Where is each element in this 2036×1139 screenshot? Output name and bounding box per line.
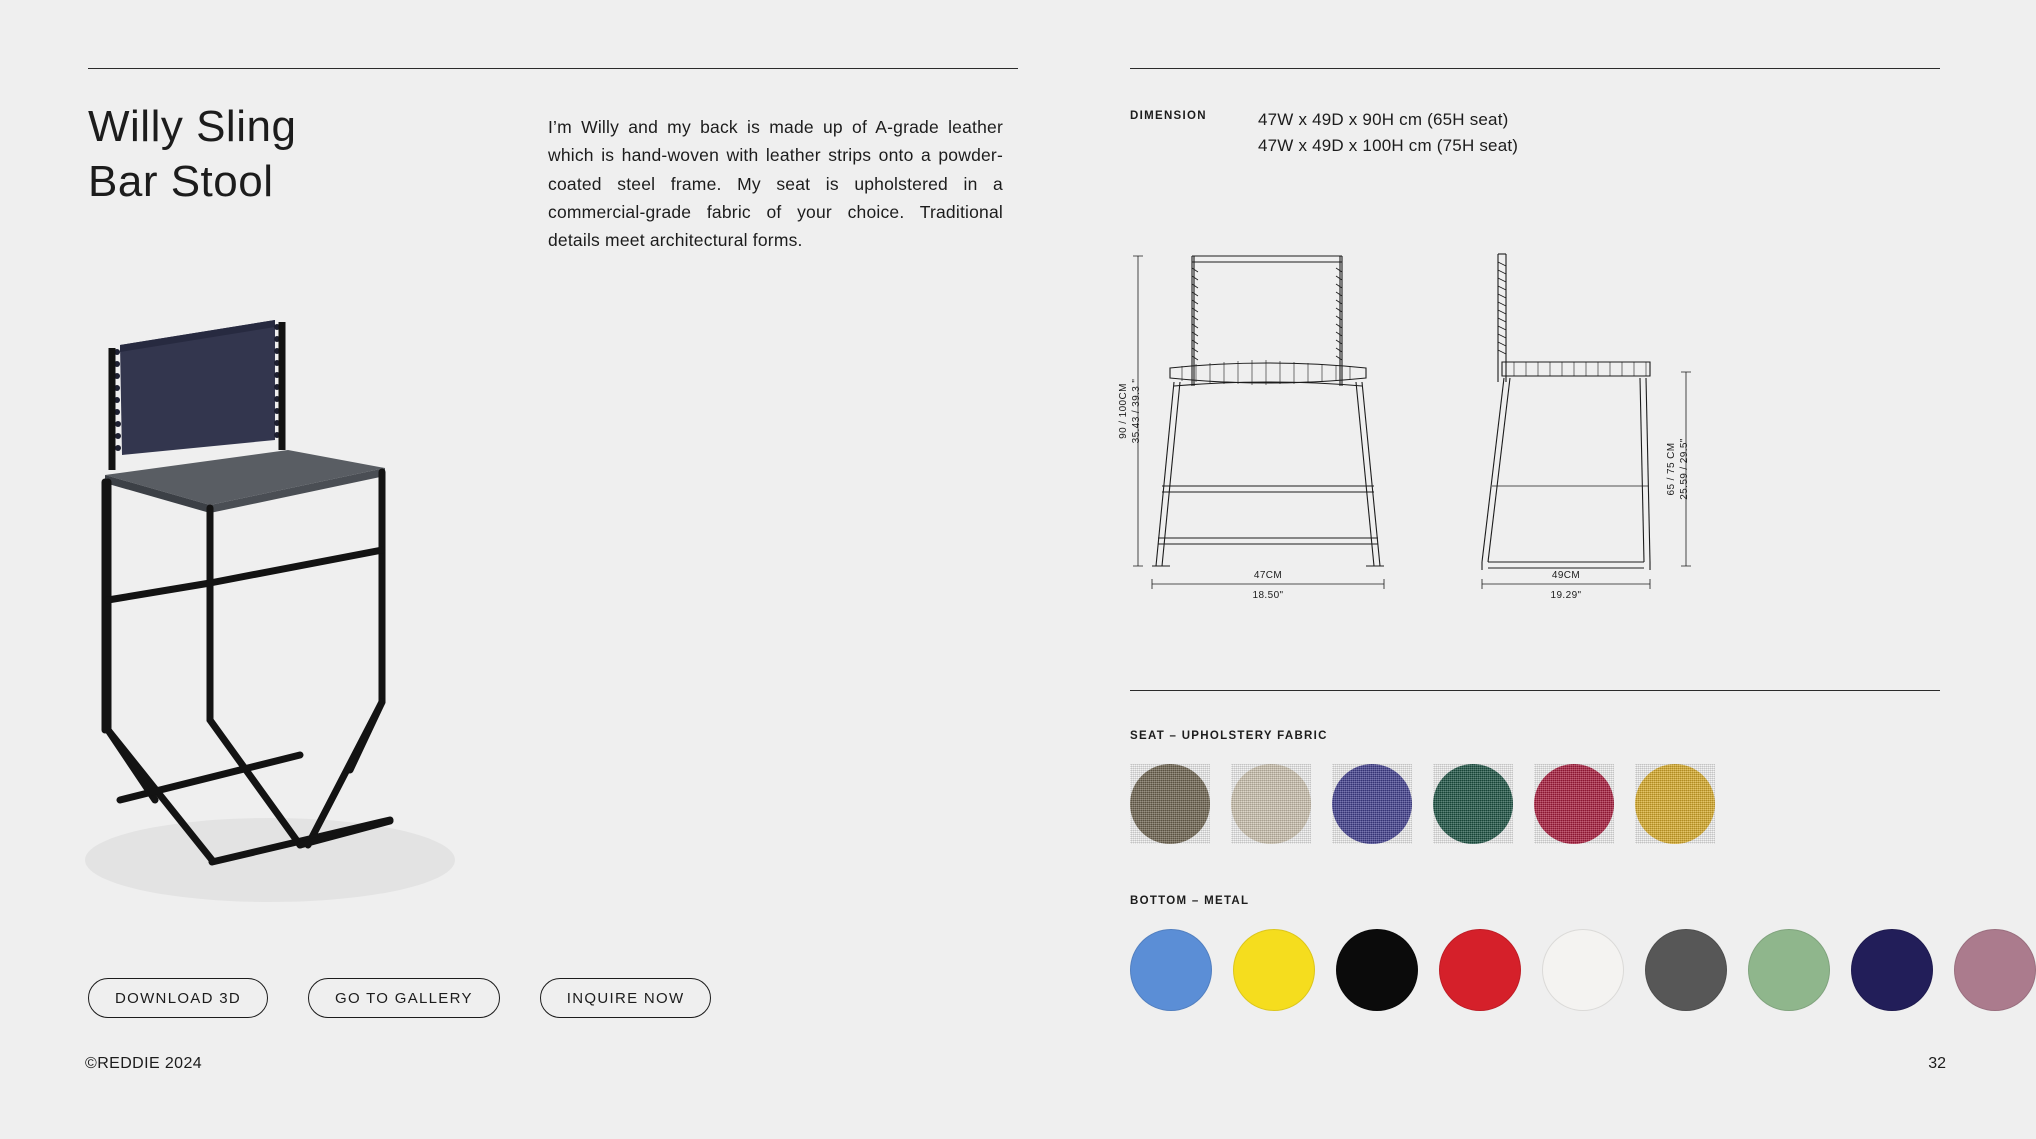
page-title bbox=[88, 99, 548, 255]
swatch-mustard-yellow[interactable] bbox=[1635, 764, 1715, 844]
metal-frame bbox=[105, 472, 390, 862]
technical-drawings bbox=[1118, 186, 1940, 606]
backrest bbox=[112, 320, 282, 470]
dimension-drawings-svg bbox=[1118, 186, 1940, 606]
title-and-description bbox=[88, 99, 1018, 255]
stool-illustration bbox=[60, 300, 530, 920]
left-column bbox=[88, 68, 1018, 255]
action-buttons bbox=[88, 978, 711, 1018]
top-divider-left bbox=[88, 68, 1018, 69]
dimension-label: DIMENSION bbox=[1130, 110, 1207, 122]
front-width-in-label: 18.50" bbox=[1252, 590, 1284, 601]
front-height-cm-label: 90 / 100CM bbox=[1118, 383, 1129, 439]
swatch-sand-beige[interactable] bbox=[1231, 764, 1311, 844]
copyright-text: ©REDDIE 2024 bbox=[85, 1055, 203, 1072]
swatch-bright-yellow[interactable] bbox=[1233, 929, 1315, 1011]
download-3d-button[interactable]: DOWNLOAD 3D bbox=[88, 978, 268, 1018]
swatch-indigo-blue[interactable] bbox=[1332, 764, 1412, 844]
right-column bbox=[1118, 68, 1940, 606]
bottom-metal-swatches bbox=[1130, 929, 2036, 1011]
product-title-line-2: Bar Stool bbox=[88, 157, 274, 206]
dimension-block bbox=[1130, 107, 1940, 158]
product-description: I’m Willy and my back is made up of A-grade leather which is hand-woven with leather strips onto a powder-coated steel frame. My seat is upholstered in a commercial-grade fabric of your choice. Traditional details meet architectural forms. bbox=[548, 117, 1003, 251]
swatch-sage-green[interactable] bbox=[1748, 929, 1830, 1011]
side-depth-in-label: 19.29" bbox=[1550, 590, 1582, 601]
dimension-values bbox=[1258, 107, 1518, 158]
top-divider-right bbox=[1130, 68, 1940, 69]
seat bbox=[105, 450, 385, 513]
swatch-navy[interactable] bbox=[1851, 929, 1933, 1011]
swatch-dark-grey[interactable] bbox=[1645, 929, 1727, 1011]
swatch-red[interactable] bbox=[1439, 929, 1521, 1011]
swatch-dusty-rose[interactable] bbox=[1954, 929, 2036, 1011]
side-height-in-label: 25.59 / 29.5" bbox=[1679, 438, 1690, 500]
side-depth-cm-label: 49CM bbox=[1551, 570, 1581, 581]
swatch-forest-green[interactable] bbox=[1433, 764, 1513, 844]
dimension-line-2: 47W x 49D x 100H cm (75H seat) bbox=[1258, 135, 1519, 155]
swatch-crimson-red[interactable] bbox=[1534, 764, 1614, 844]
section-divider bbox=[1130, 690, 1940, 691]
dimension-line-1: 47W x 49D x 90H cm (65H seat) bbox=[1258, 110, 1509, 129]
go-to-gallery-button[interactable]: GO TO GALLERY bbox=[308, 978, 500, 1018]
front-height-in-label: 35.43 / 39.3 " bbox=[1131, 378, 1142, 444]
product-title-line-1: Willy Sling bbox=[88, 102, 297, 151]
front-width-cm-label: 47CM bbox=[1253, 570, 1283, 581]
side-height-cm-label: 65 / 75 CM bbox=[1666, 442, 1677, 496]
swatch-olive-brown[interactable] bbox=[1130, 764, 1210, 844]
seat-fabric-section bbox=[1130, 730, 1715, 844]
seat-fabric-label: SEAT – UPHOLSTERY FABRIC bbox=[1130, 730, 1328, 742]
swatch-white[interactable] bbox=[1542, 929, 1624, 1011]
swatch-cornflower-blue[interactable] bbox=[1130, 929, 1212, 1011]
swatch-black[interactable] bbox=[1336, 929, 1418, 1011]
bottom-metal-label: BOTTOM – METAL bbox=[1130, 895, 1250, 907]
page-number: 32 bbox=[1928, 1055, 1946, 1072]
product-photo bbox=[60, 300, 530, 920]
bottom-metal-section bbox=[1130, 895, 2036, 1011]
inquire-now-button[interactable]: INQUIRE NOW bbox=[540, 978, 712, 1018]
seat-fabric-swatches bbox=[1130, 764, 1715, 844]
